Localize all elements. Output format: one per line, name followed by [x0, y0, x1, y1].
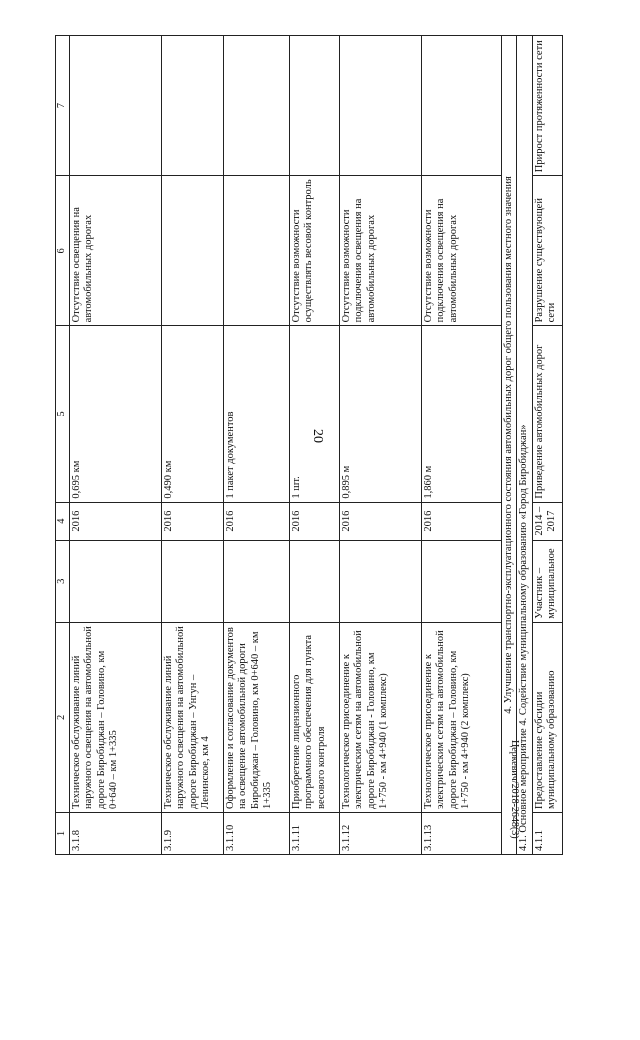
- consequence: [223, 176, 289, 326]
- section-title: 4. Улучшение транспортно-эксплуатационного состояния автомобильных дорог общего пользования местного значения: [501, 36, 517, 855]
- table-row: [532, 36, 562, 855]
- consequence: [161, 176, 223, 326]
- year: 2016: [289, 502, 339, 540]
- year: 2016: [339, 502, 421, 540]
- header-cell-6: 6: [56, 176, 70, 326]
- measure-name: Технологическое присоединение к электрическим сетям на автомобильной дороге Биробиджан - Головино, км 1+750 - км 4+940 (1 комплекс): [339, 622, 421, 812]
- executor: Участник – муниципальное: [532, 540, 562, 622]
- measure-name: Предоставление субсидии муниципальному образованию: [532, 622, 562, 812]
- row-number: 4.1.1: [532, 812, 562, 854]
- consequence: Отсутствие освещения на автомобильных дорогах: [69, 176, 161, 326]
- executor: [289, 540, 339, 622]
- row-number: 3.1.11: [289, 812, 339, 854]
- year: 2016: [223, 502, 289, 540]
- year: 2016: [69, 502, 161, 540]
- section-row: [501, 36, 517, 855]
- indicator: 1,860 м: [421, 326, 501, 502]
- indicator: 1 шт.: [289, 326, 339, 502]
- header-cell-1: 1: [56, 812, 70, 854]
- link: [339, 36, 421, 176]
- table-row: [421, 36, 501, 855]
- indicator: Приведение автомобильных дорог: [532, 326, 562, 502]
- consequence: Отсутствие возможности осуществлять весовой контроль: [289, 176, 339, 326]
- year: 2016: [421, 502, 501, 540]
- measure-name: Технологическое присоединение к электрическим сетям на автомобильной дороге Биробиджан – Головино, км 1+750 - км 4+940 (2 комплекс): [421, 622, 501, 812]
- table-row: [339, 36, 421, 855]
- indicator: 0,695 км: [69, 326, 161, 502]
- measures-table-container: [55, 35, 585, 855]
- executor: [69, 540, 161, 622]
- indicator: 1 пакет документов: [223, 326, 289, 502]
- header-cell-7: 7: [56, 36, 70, 176]
- consequence: Разрушение существующей сети: [532, 176, 562, 326]
- subsection-row: [517, 36, 533, 855]
- link: [223, 36, 289, 176]
- row-number: 3.1.9: [161, 812, 223, 854]
- document-code: Церкевич/2018-2648(3): [509, 740, 520, 839]
- table-row: [289, 36, 339, 855]
- subsection-title: 4.1. Основное мероприятие 4. Содействие муниципальному образованию «Город Биробиджан»: [517, 36, 533, 855]
- measure-name: Приобретение лицензионного программного обеспечения для пункта весового контроля: [289, 622, 339, 812]
- row-number: 3.1.8: [69, 812, 161, 854]
- header-cell-2: 2: [56, 622, 70, 812]
- header-cell-3: 3: [56, 540, 70, 622]
- executor: [339, 540, 421, 622]
- row-number: 3.1.10: [223, 812, 289, 854]
- link: [289, 36, 339, 176]
- row-number: 3.1.13: [421, 812, 501, 854]
- indicator: 0,490 км: [161, 326, 223, 502]
- table-row: [223, 36, 289, 855]
- indicator: 0,895 м: [339, 326, 421, 502]
- executor: [161, 540, 223, 622]
- table-row: [161, 36, 223, 855]
- year: 2014 – 2017: [532, 502, 562, 540]
- measures-table: [55, 35, 563, 855]
- measure-name: Техническое обслуживание линий наружного освещения на автомобильной дороге Биробиджан – Унгун – Ленинское, км 4: [161, 622, 223, 812]
- link: [69, 36, 161, 176]
- executor: [421, 540, 501, 622]
- table-row: [69, 36, 161, 855]
- header-cell-4: 4: [56, 502, 70, 540]
- measure-name: Техническое обслуживание линий наружного освещения на автомобильной дороге Биробиджан – Головино, км 0+640 – км 1+335: [69, 622, 161, 812]
- link: [421, 36, 501, 176]
- row-number: 3.1.12: [339, 812, 421, 854]
- header-row: [56, 36, 70, 855]
- consequence: Отсутствие возможности подключения освещения на автомобильных дорогах: [421, 176, 501, 326]
- executor: [223, 540, 289, 622]
- consequence: Отсутствие возможности подключения освещения на автомобильных дорогах: [339, 176, 421, 326]
- page-number: 20: [310, 429, 325, 443]
- measure-name: Оформление и согласование документов на освещение автомобильной дороги Биробиджан – Головино, км 0+640 – км 1+335: [223, 622, 289, 812]
- header-cell-5: 5: [56, 326, 70, 502]
- link: Прирост протяженности сети: [532, 36, 562, 176]
- link: [161, 36, 223, 176]
- year: 2016: [161, 502, 223, 540]
